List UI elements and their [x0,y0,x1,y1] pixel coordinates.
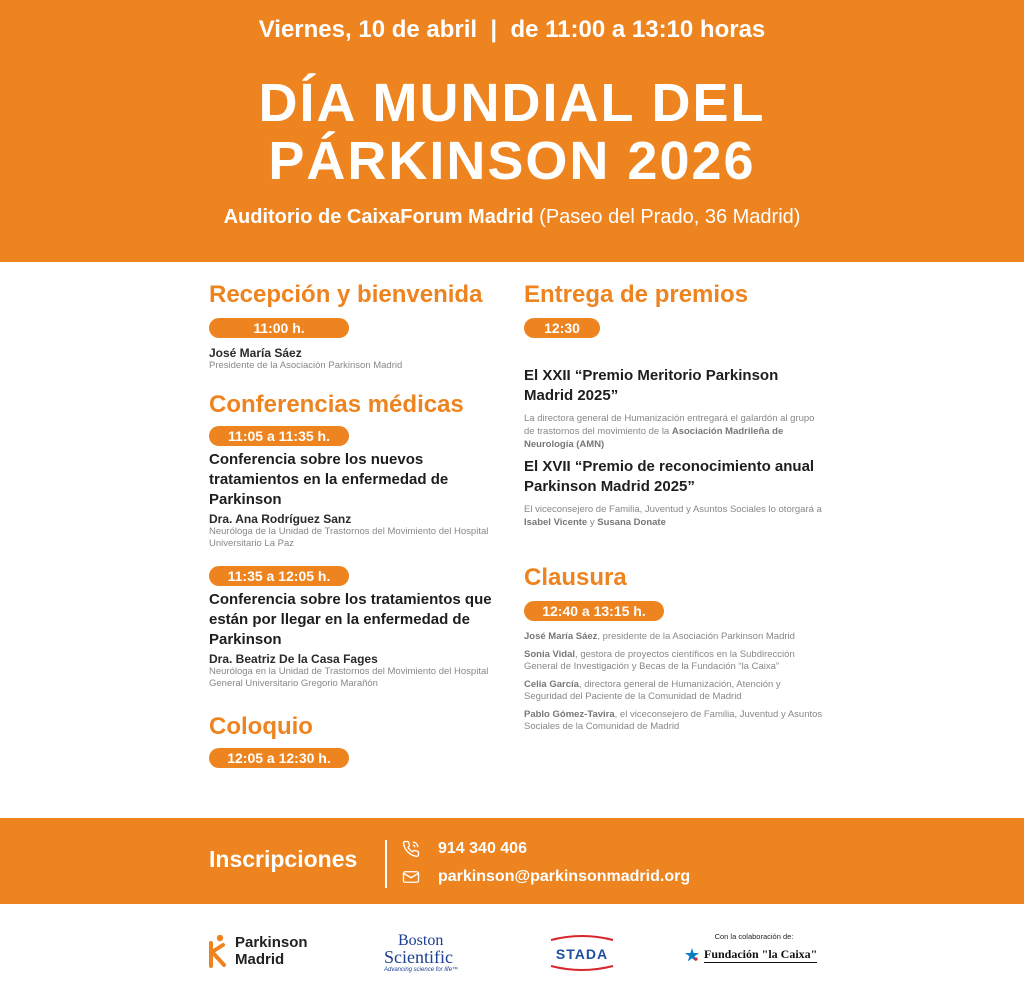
inscripciones-bar [0,818,1024,904]
phone-number[interactable]: 914 340 406 [438,840,527,857]
boston-scientific-logo [384,934,458,973]
email-contact[interactable] [402,868,690,886]
program-left-column [209,280,509,768]
recepcion-title: Recepción y bienvenida [209,281,483,308]
talk1-time: 11:05 a 11:35 h. [209,426,349,446]
stada-wordmark: STADA [555,946,609,962]
event-venue [0,206,1024,229]
clausura-item-text: , el viceconsejero de Familia, Juventud y Asuntos Sociales de la Comunidad de Madrid [524,709,823,732]
talk2-time: 11:35 a 12:05 h. [209,566,349,586]
boston-logo-line2: Scientific [384,947,453,967]
award2-recipient1: Isabel Vicente [524,517,588,528]
clausura-item [524,709,824,733]
inscripciones-label: Inscripciones [209,846,358,872]
award2-title: El XVII “Premio de reconocimiento anual Parkinson Madrid 2025” [524,458,815,495]
clausura-item [524,679,824,703]
recepcion-section [209,280,509,372]
award1-recipient: Asociación Madrileña de Neurología (AMN) [524,426,784,450]
clausura-item-name: José María Sáez [524,631,598,642]
clausura-item [524,649,824,673]
clausura-item-name: Pablo Gómez-Tavira [524,709,615,720]
talk2-role: Neuróloga en la Unidad de Trastornos del Movimiento del Hospital General Universitario Gregorio Marañón [209,666,489,689]
clausura-section [524,563,824,733]
caixa-star-icon [684,947,700,963]
caixa-wordmark: Fundación "la Caixa" [704,947,818,961]
premios-time: 12:30 h. [524,318,600,338]
collaboration-label: Con la colaboración de: [714,932,794,941]
clausura-title: Clausura [524,564,627,591]
premios-title: Entrega de premios [524,281,749,308]
award1-description [524,412,824,451]
coloquio-time: 12:05 a 12:30 h. [209,748,349,768]
parkinson-logo-line1: Parkinson [235,934,308,951]
fundacion-la-caixa-logo [684,947,824,963]
clausura-item-name: Celia García [524,679,579,690]
award2-and: y [587,517,598,528]
award1-title: El XXII “Premio Meritorio Parkinson Madrid 2025” [524,367,779,404]
coloquio-title: Coloquio [209,713,313,740]
event-header [0,0,1024,262]
parkinson-figure-icon [207,934,229,968]
parkinson-logo-line2: Madrid [235,951,285,968]
award1-desc-text: La directora general de Humanización entregará el galardón al grupo de trastornos del movimiento de la [524,413,815,437]
clausura-item-name: Sonia Vidal [524,649,576,660]
award2-description [524,503,824,529]
conferencias-title: Conferencias médicas [209,391,464,418]
event-title [0,74,1024,190]
clausura-item-text: , gestora de proyectos científicos en la Subdirección General de Investigación y Becas de la Fundación “la Caixa” [524,649,795,672]
talk1-role: Neuróloga de la Unidad de Trastornos del Movimiento del Hospital Universitario La Paz [209,526,489,549]
stada-logo [547,934,617,972]
talk2-title: Conferencia sobre los tratamientos que están por llegar en la enfermedad de Parkinson [209,591,492,648]
clausura-time: 12:40 a 13:15 h. [524,601,664,621]
clausura-item-text: , presidente de la Asociación Parkinson Madrid [597,631,795,642]
email-address[interactable]: parkinson@parkinsonmadrid.org [438,868,691,885]
collaboration-block [684,932,824,963]
clausura-item-text: , directora general de Humanización, Atención y Seguridad del Paciente de la Comunidad de Madrid [524,679,781,702]
talk1-speaker: Dra. Ana Rodríguez Sanz [209,512,352,526]
talk2-speaker: Dra. Beatriz De la Casa Fages [209,652,378,666]
boston-logo-tagline: Advancing science for life™ [384,967,459,973]
award2-recipient2: Susana Donate [597,517,666,528]
clausura-item [524,631,824,643]
phone-icon [402,840,420,858]
recepcion-speaker: José María Sáez [209,346,302,360]
event-title-line1: DÍA MUNDIAL DEL [258,73,766,133]
divider [385,840,387,888]
recepcion-role: Presidente de la Asociación Parkinson Madrid [209,360,403,371]
parkinson-madrid-logo [207,934,308,968]
sponsor-logos [0,904,1024,997]
talk1-title: Conferencia sobre los nuevos tratamientos en la enfermedad de Parkinson [209,451,449,508]
conferencias-section [209,390,509,690]
venue-name: Auditorio de CaixaForum Madrid [223,206,534,228]
event-date: Viernes, 10 de abril | de 11:00 a 13:10 horas [258,16,766,43]
recepcion-time: 11:00 h. [209,318,349,338]
venue-address: (Paseo del Prado, 36 Madrid) [533,206,801,228]
event-title-line2: PÁRKINSON 2026 [268,131,756,191]
phone-contact[interactable] [402,840,527,858]
premios-section [524,280,824,529]
mail-icon [402,868,420,886]
program-right-column [524,280,824,739]
coloquio-section [209,712,509,768]
boston-logo-line1: Boston [398,932,444,949]
award2-desc-text: El viceconsejero de Familia, Juventud y Asuntos Sociales lo otorgará a [524,504,822,515]
